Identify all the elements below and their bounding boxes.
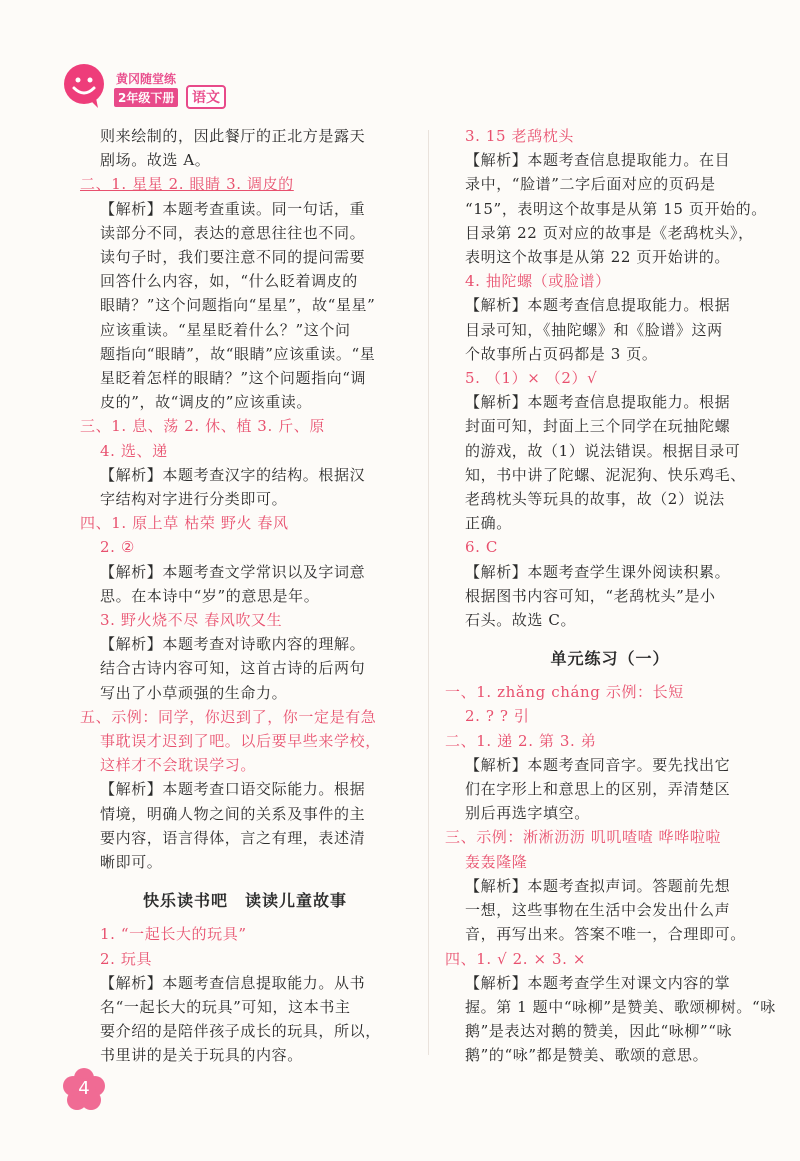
- text-line: 皮的”，故“调皮的”应该重读。: [100, 393, 313, 412]
- text-line: 鹅”的“咏”都是赞美、歌颂的意思。: [465, 1046, 709, 1065]
- text-line: 题指向“眼睛”，故“眼睛”应该重读。“星: [100, 344, 376, 363]
- text-line: 【解析】本题考查拟声词。答题前先想: [465, 876, 731, 895]
- text-line: 剧场。故选 A。: [100, 151, 211, 170]
- text-line: 别后再选字填空。: [465, 804, 590, 823]
- text-line: 【解析】本题考查学生对课文内容的掌: [465, 973, 731, 992]
- text-line: 封面可知，封面上三个同学在玩抽陀螺: [465, 417, 731, 436]
- text-line: 【解析】本题考查同音字。要先找出它: [465, 755, 731, 774]
- text-line: 2. ? ? 引: [465, 707, 530, 726]
- text-line: 【解析】本题考查汉字的结构。根据汉: [100, 465, 366, 484]
- text-line: 书里讲的是关于玩具的内容。: [100, 1046, 303, 1065]
- text-line: 晰即可。: [100, 853, 163, 872]
- text-line: 二、1. 星星 2. 眼睛 3. 调皮的: [80, 175, 294, 194]
- text-line: 1. “一起长大的玩具”: [100, 925, 247, 944]
- text-line: 3. 15 老鸹枕头: [465, 127, 574, 145]
- brand-name: 黄冈随堂练: [116, 72, 177, 86]
- text-line: 事耽误才迟到了吧。以后要早些来学校，: [100, 732, 381, 751]
- text-line: 【解析】本题考查信息提取能力。在目: [465, 151, 731, 170]
- text-line: 【解析】本题考查重读。同一句话，重: [100, 199, 366, 218]
- grade-label: 2年级下册: [114, 88, 178, 107]
- text-line: 4. 抽陀螺（或脸谱）: [465, 272, 611, 291]
- text-line: 音，再写出来。答案不唯一，合理即可。: [465, 925, 746, 944]
- right-column: [445, 124, 775, 1068]
- text-line: 读句子时，我们要注意不同的提问需要: [100, 248, 366, 267]
- text-line: 则来绘制的，因此餐厅的正北方是露天: [100, 127, 366, 145]
- text-line: 轰轰隆隆: [465, 852, 528, 871]
- text-line: 一想，这些事物在生活中会发出什么声: [465, 901, 731, 920]
- text-line: 【解析】本题考查文学常识以及字词意: [100, 562, 366, 581]
- text-line: 思。在本诗中“岁”的意思是年。: [100, 586, 320, 605]
- text-line: 读部分不同，表达的意思往往也不同。: [100, 223, 366, 242]
- text-line: 2. 玩具: [100, 949, 153, 968]
- text-line: 2. ②: [100, 538, 135, 557]
- text-line: 一、1. zhǎng cháng 示例：长短: [445, 683, 684, 702]
- page-number: 4: [78, 1078, 90, 1099]
- text-line: 正确。: [465, 514, 512, 533]
- text-line: 结合古诗内容可知，这首古诗的后两句: [100, 659, 366, 678]
- book-header: [62, 62, 262, 122]
- text-line: 3. 野火烧不尽 春风吹又生: [100, 611, 283, 630]
- text-line: 【解析】本题考查信息提取能力。从书: [100, 973, 366, 992]
- text-line: 这样才不会耽误学习。: [100, 756, 257, 775]
- text-line: 【解析】本题考查对诗歌内容的理解。: [100, 635, 366, 654]
- text-line: 石头。故选 C。: [465, 611, 577, 630]
- text-line: 鹅”是表达对鹅的赞美，因此“咏柳”“咏: [465, 1022, 733, 1041]
- subject-label: 语文: [186, 85, 226, 109]
- text-line: 录中，“脸谱”二字后面对应的页码是: [465, 175, 716, 194]
- text-line: 根据图书内容可知，“老鸹枕头”是小: [465, 586, 716, 605]
- smiley-logo-icon: [62, 62, 110, 110]
- text-line: 们在字形上和意思上的区别，弄清楚区: [465, 780, 731, 799]
- text-line: 4. 选、递: [100, 441, 168, 460]
- text-line: 目录可知，《抽陀螺》和《脸谱》这两: [465, 320, 723, 339]
- text-line: 应该重读。“星星眨着什么？”这个问: [100, 320, 351, 339]
- text-line: 星眨着怎样的眼睛？”这个问题指向“调: [100, 369, 367, 388]
- text-line: 眼睛？”这个问题指向“星星”，故“星星”: [100, 296, 376, 315]
- section-title: 快乐读书吧 读读儿童故事: [142, 891, 347, 911]
- text-line: 情境，明确人物之间的关系及事件的主: [100, 804, 366, 823]
- text-line: 写出了小草顽强的生命力。: [100, 683, 288, 702]
- text-line: 6. C: [465, 538, 498, 557]
- text-line: 个故事所占页码都是 3 页。: [465, 344, 658, 363]
- text-line: 要介绍的是陪伴孩子成长的玩具，所以，: [100, 1022, 381, 1041]
- text-line: 【解析】本题考查信息提取能力。根据: [465, 296, 731, 315]
- text-line: 老鸹枕头等玩具的故事，故（2）说法: [465, 490, 725, 509]
- text-line: 四、1. √ 2. × 3. ×: [445, 949, 587, 968]
- text-line: 5. （1）× （2）√: [465, 369, 598, 388]
- text-line: 字结构对字进行分类即可。: [100, 490, 288, 509]
- text-line: 五、示例：同学，你迟到了，你一定是有急: [80, 707, 377, 726]
- text-line: 的游戏，故（1）说法错误。根据目录可: [465, 441, 741, 460]
- left-column: [80, 124, 410, 1068]
- text-line: 握。第 1 题中“咏柳”是赞美、歌颂柳树。“咏: [465, 997, 776, 1016]
- text-line: 三、示例：淅淅沥沥 叽叽喳喳 哗哗啦啦: [445, 828, 721, 847]
- text-line: “15”，表明这个故事是从第 15 页开始的。: [465, 199, 767, 218]
- text-line: 知，书中讲了陀螺、泥泥狗、快乐鸡毛、: [465, 465, 746, 484]
- text-line: 三、1. 息、荡 2. 休、植 3. 斤、原: [80, 417, 325, 436]
- text-line: 【解析】本题考查学生课外阅读积累。: [465, 562, 731, 581]
- text-line: 【解析】本题考查口语交际能力。根据: [100, 780, 366, 799]
- page-number-badge: [62, 1068, 106, 1112]
- text-line: 目录第 22 页对应的故事是《老鸹枕头》，: [465, 223, 754, 242]
- column-divider: [428, 130, 429, 1055]
- text-line: 表明这个故事是从第 22 页开始讲的。: [465, 248, 731, 267]
- text-line: 回答什么内容，如，“什么眨着调皮的: [100, 272, 358, 291]
- text-line: 【解析】本题考查信息提取能力。根据: [465, 393, 731, 412]
- section-title: 单元练习（一）: [550, 649, 670, 669]
- text-line: 四、1. 原上草 枯荣 野火 春风: [80, 514, 289, 533]
- text-line: 二、1. 递 2. 第 3. 弟: [445, 731, 597, 750]
- text-line: 名“一起长大的玩具”可知，这本书主: [100, 997, 351, 1016]
- text-line: 要内容，语言得体，言之有理，表述清: [100, 828, 366, 847]
